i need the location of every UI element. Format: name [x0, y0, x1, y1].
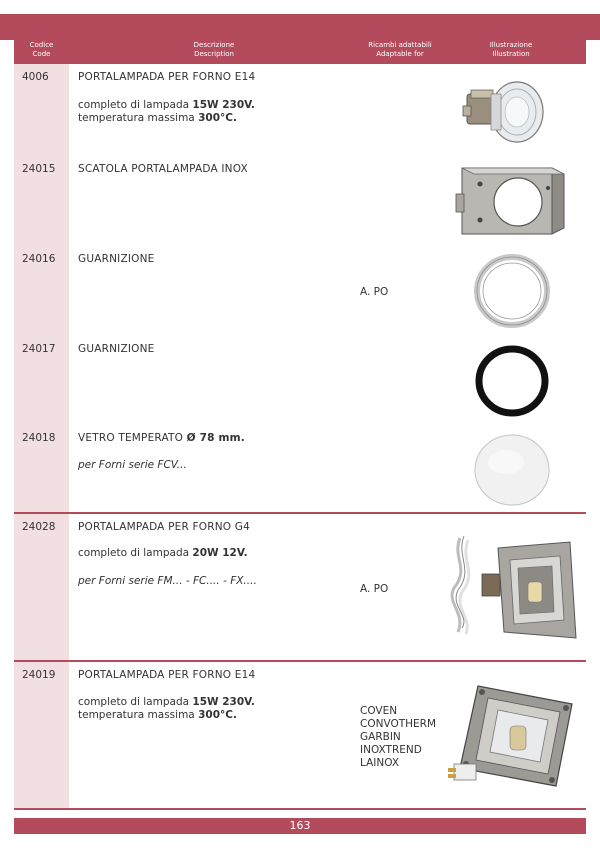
spec-text: temperatura massima — [78, 709, 199, 721]
adaptable-for: A. PO — [360, 286, 389, 298]
header-code-it: Codice — [29, 41, 54, 49]
group-separator — [14, 660, 586, 662]
spec-text: completo di lampada — [78, 99, 193, 111]
spec-value: 20W 12V. — [192, 547, 248, 559]
item-title: PORTALAMPADA PER FORNO G4 — [78, 521, 250, 533]
header-illustration-en: Illustration — [492, 50, 530, 58]
spec-value: 300°C. — [198, 709, 237, 721]
spec-value: 300°C. — [198, 112, 237, 124]
title-text: VETRO TEMPERATO — [78, 432, 187, 444]
header-illustration — [460, 41, 562, 59]
header-code — [14, 41, 69, 59]
item-code: 4006 — [22, 71, 49, 83]
oven-lamp-holder-e14-icon — [455, 72, 555, 152]
adaptable-brand: INOXTREND — [360, 744, 422, 756]
stainless-lamp-box-icon — [452, 160, 570, 242]
item-code: 24017 — [22, 343, 56, 355]
tempered-glass-disc-icon — [470, 432, 554, 508]
item-spec-line — [78, 99, 255, 112]
header-description-it: Descrizione — [193, 41, 235, 49]
item-code: 24016 — [22, 253, 56, 265]
oven-lamp-holder-g4-icon — [440, 528, 580, 646]
group-separator — [14, 808, 586, 810]
item-spec-line — [78, 547, 248, 560]
header-code-en: Code — [32, 50, 51, 58]
adaptable-brand: GARBIN — [360, 731, 401, 743]
header-adaptable-it: Ricambi adattabili — [368, 41, 432, 49]
item-code: 24019 — [22, 669, 56, 681]
page-number: 163 — [289, 819, 311, 832]
spec-text: completo di lampada — [78, 547, 193, 559]
header-adaptable-en: Adaptable for — [376, 50, 424, 58]
spec-text: completo di lampada — [78, 696, 193, 708]
item-spec-line — [78, 696, 255, 709]
adaptable-for-list — [360, 705, 436, 770]
item-note: per Forni serie FCV... — [78, 459, 187, 471]
spec-text: temperatura massima — [78, 112, 199, 124]
item-title: PORTALAMPADA PER FORNO E14 — [78, 669, 256, 681]
item-code: 24028 — [22, 521, 56, 533]
group-separator — [14, 512, 586, 514]
item-title: GUARNIZIONE — [78, 343, 155, 355]
spec-value: 15W 230V. — [192, 696, 255, 708]
adaptable-brand: CONVOTHERM — [360, 718, 437, 730]
header-adaptable — [345, 41, 455, 59]
spec-value: 15W 230V. — [192, 99, 255, 111]
item-code: 24015 — [22, 163, 56, 175]
item-spec-line — [78, 112, 237, 125]
item-title: PORTALAMPADA PER FORNO E14 — [78, 71, 256, 83]
header-illustration-it: Illustrazione — [489, 41, 533, 49]
square-oven-lamp-e14-icon — [448, 682, 578, 800]
header-band — [0, 14, 600, 40]
header-description — [69, 41, 359, 59]
item-title — [78, 432, 245, 444]
header-description-en: Description — [194, 50, 234, 58]
item-code: 24018 — [22, 432, 56, 444]
item-note: per Forni serie FM... - FC.... - FX.... — [78, 575, 257, 587]
title-value: Ø 78 mm. — [186, 432, 245, 444]
item-spec-line — [78, 709, 237, 722]
item-title: GUARNIZIONE — [78, 253, 155, 265]
adaptable-brand: COVEN — [360, 705, 398, 717]
item-title: SCATOLA PORTALAMPADA INOX — [78, 163, 248, 175]
white-gasket-ring-icon — [472, 253, 552, 329]
black-gasket-ring-icon — [472, 343, 552, 419]
adaptable-for: A. PO — [360, 583, 389, 595]
adaptable-brand: LAINOX — [360, 757, 400, 769]
